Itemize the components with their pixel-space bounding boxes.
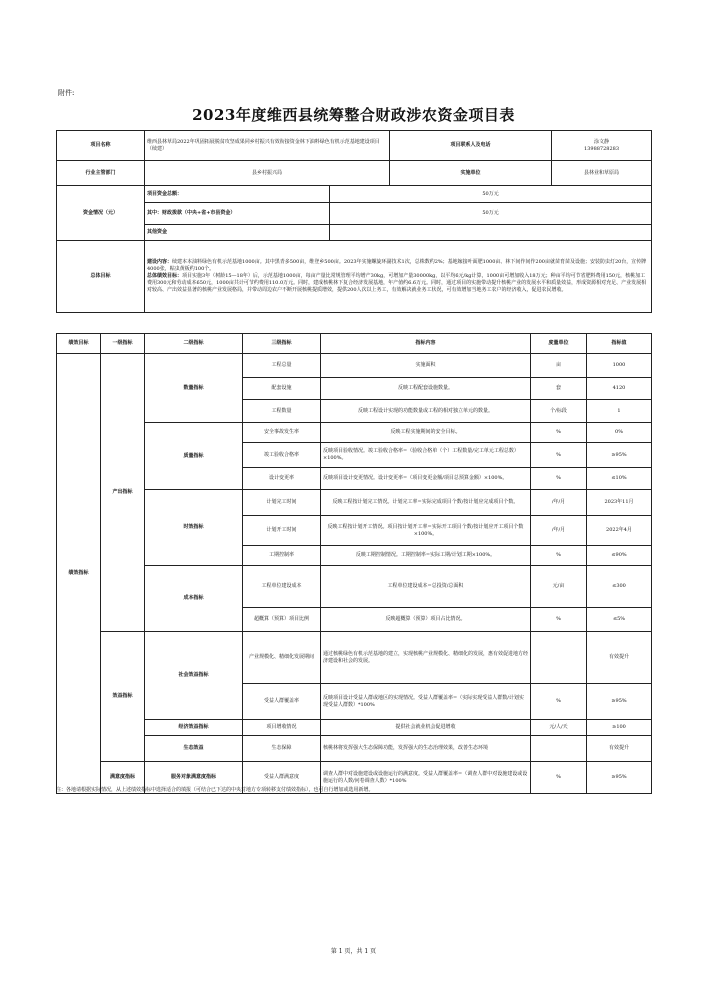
indicator-content: 反映项目验收情况。竣工验收合格率=（验收合格单（个）工程数量/完工单元工程总数）×100%。 bbox=[321, 443, 531, 468]
indicator-name: 生态保障 bbox=[243, 736, 321, 762]
indicator-content: 反映工程按计划开工情况。项目按计划开工率=实际开工项目个数/按计划应开工项目个数×100%。 bbox=[321, 516, 531, 546]
indicator-content: 反映工程按计划完工情况。计划完工率=实际完成项目个数/按计划应完成项目个数。 bbox=[321, 490, 531, 516]
indicator-content: 反映超概算（预算）项目占比情况。 bbox=[321, 608, 531, 632]
indicator-value: ≥100 bbox=[587, 720, 652, 736]
indicator-name: 配套设施 bbox=[243, 378, 321, 400]
indicator-content: 反映项目设计受益人群或地区的实现情况。受益人群覆盖率=（实际实现受益人群数/计划实现受益人群数）*100% bbox=[321, 684, 531, 720]
indicator-name: 工程总量 bbox=[243, 354, 321, 378]
indicator-unit bbox=[531, 736, 587, 762]
fiscal-funds-label: 其中：财政拨款（中央+省+市县资金） bbox=[145, 203, 330, 225]
indicator-unit: 亩 bbox=[531, 354, 587, 378]
lvl1-satisfaction: 满意度指标 bbox=[101, 762, 145, 794]
total-funds-label: 项目资金总额： bbox=[145, 186, 330, 203]
indicator-unit: % bbox=[531, 443, 587, 468]
indicator-value: ≥95% bbox=[587, 684, 652, 720]
project-info-table bbox=[56, 130, 652, 313]
indicator-name: 受益人群满意度 bbox=[243, 762, 321, 794]
contact-label: 项目联系人及电话 bbox=[390, 131, 552, 161]
indicator-name: 安全事故发生率 bbox=[243, 423, 321, 443]
indicator-unit: /年/月 bbox=[531, 516, 587, 546]
indicator-value: 1 bbox=[587, 400, 652, 423]
indicator-value: 有效提升 bbox=[587, 632, 652, 684]
indicator-name: 受益人群覆盖率 bbox=[243, 684, 321, 720]
perf-indicators-label: 绩效指标 bbox=[57, 354, 101, 794]
dept-label: 行业主管部门 bbox=[57, 161, 145, 186]
indicator-content: 反映工程设计实现的功能数量或工程的相对独立单元的数量。 bbox=[321, 400, 531, 423]
header-value: 指标值 bbox=[587, 334, 652, 354]
indicator-name: 竣工验收合格率 bbox=[243, 443, 321, 468]
indicator-content: 通过核桃绿色有机示范基地的建立，实现核桃产业规模化、精细化的发展，惠有效促进地方经济建设和社会的发展。 bbox=[321, 632, 531, 684]
dept-value: 县乡村振兴局 bbox=[145, 161, 390, 186]
indicator-content: 反映工程配套设施数量。 bbox=[321, 378, 531, 400]
performance-table bbox=[56, 333, 652, 794]
other-funds-value bbox=[330, 225, 652, 241]
lvl1-output: 产出指标 bbox=[101, 354, 145, 632]
indicator-value: 0% bbox=[587, 423, 652, 443]
impl-label: 实施单位 bbox=[390, 161, 552, 186]
indicator-name: 项目增收情况 bbox=[243, 720, 321, 736]
indicator-value: ≥95% bbox=[587, 762, 652, 794]
indicator-unit bbox=[531, 632, 587, 684]
indicator-content: 反映工期控制情况。工期控制率=实际工期/计划工期×100%。 bbox=[321, 546, 531, 566]
project-name-value: 维西县林草局2022年巩固拓展脱贫攻坚成果同乡村振兴有效衔接资金林下油料绿色有机示范基地建设项目（续建） bbox=[145, 131, 390, 161]
indicator-value: 有效提升 bbox=[587, 736, 652, 762]
indicator-value: 4120 bbox=[587, 378, 652, 400]
indicator-content: 工程单位建设成本=总投资/总面积 bbox=[321, 566, 531, 608]
header-perf-goal: 绩效目标 bbox=[57, 334, 101, 354]
indicator-unit: % bbox=[531, 684, 587, 720]
indicator-content: 调查人群中对设施建设或设施运行的满意度。受益人群覆盖率=（调查人群中对设施建设或设施运行的人数/问卷调查人数）*100% bbox=[321, 762, 531, 794]
indicator-name: 设计变更率 bbox=[243, 468, 321, 490]
indicator-value: ≤10% bbox=[587, 468, 652, 490]
header-level1: 一级指标 bbox=[101, 334, 145, 354]
indicator-name: 超概算（预算）项目比例 bbox=[243, 608, 321, 632]
perf-goal-label: 总体绩效目标： bbox=[147, 273, 183, 279]
lvl2-quality: 质量指标 bbox=[145, 423, 243, 490]
contact-phone: 13988728283 bbox=[584, 145, 620, 152]
indicator-content: 提供社会就业机会促进增收 bbox=[321, 720, 531, 736]
lvl2-quantity: 数量指标 bbox=[145, 354, 243, 423]
indicator-unit: % bbox=[531, 762, 587, 794]
indicator-unit: % bbox=[531, 468, 587, 490]
header-unit: 度量单位 bbox=[531, 334, 587, 354]
lvl2-economic: 经济效益指标 bbox=[145, 720, 243, 736]
page-footer: 第 1 页，共 1 页 bbox=[330, 948, 377, 955]
indicator-unit: % bbox=[531, 546, 587, 566]
indicator-unit: 元/人/天 bbox=[531, 720, 587, 736]
indicator-name: 产业规模化、精细化发展期间 bbox=[243, 632, 321, 684]
indicator-name: 工程单位建设成本 bbox=[243, 566, 321, 608]
funds-label: 资金情况（元） bbox=[57, 186, 145, 241]
indicator-value: ≤5% bbox=[587, 608, 652, 632]
indicator-value: 1000 bbox=[587, 354, 652, 378]
indicator-unit: % bbox=[531, 423, 587, 443]
indicator-value: ≤90% bbox=[587, 546, 652, 566]
lvl1-benefit: 效益指标 bbox=[101, 632, 145, 762]
total-funds-value: 50万元 bbox=[330, 186, 652, 203]
indicator-name: 计划完工时间 bbox=[243, 490, 321, 516]
footnote: 注：各地请根据实际情况，从上述绩效指标中选择适合的填报（可结合已下达的中央对地方专项转移支付绩效指标），也可自行增加或选用新增。 bbox=[56, 787, 374, 793]
lvl2-eco: 生态效益 bbox=[145, 736, 243, 762]
indicator-content: 实施面积 bbox=[321, 354, 531, 378]
indicator-name: 工程数量 bbox=[243, 400, 321, 423]
indicator-value: 2022年4月 bbox=[587, 516, 652, 546]
indicator-content: 反映工程实施期间的安全目标。 bbox=[321, 423, 531, 443]
lvl2-timeliness: 时效指标 bbox=[145, 490, 243, 566]
other-funds-label: 其他资金 bbox=[145, 225, 330, 241]
indicator-value: 2023年11月 bbox=[587, 490, 652, 516]
header-level2: 二级指标 bbox=[145, 334, 243, 354]
lvl2-social: 社会效益指标 bbox=[145, 632, 243, 720]
lvl2-service: 服务对象满意度指标 bbox=[145, 762, 243, 794]
lvl2-cost: 成本指标 bbox=[145, 566, 243, 632]
contact-value bbox=[552, 131, 652, 161]
build-content-label: 建设内容： bbox=[147, 259, 173, 265]
indicator-content: 核桃林将发挥强大生态保障功能，发挥强大的生态治理效果，改善生态环境 bbox=[321, 736, 531, 762]
header-level3: 三级指标 bbox=[243, 334, 321, 354]
overall-goal-label: 总体目标 bbox=[57, 241, 145, 313]
build-content-text: 续建本本油料绿色有机示范基地1000亩。其中黑青多500亩，维登乡500亩。2023年实施螺旋环副技术1次，总株数约2%；基地嫁接叶面肥1000亩、林下间作间作200亩就苗育苗及设施；安装防虫灯20台，宣传牌4000张，粘虫黄板约100个。 bbox=[147, 259, 647, 272]
indicator-value: ≥95% bbox=[587, 443, 652, 468]
indicator-value: ≤300 bbox=[587, 566, 652, 608]
perf-goal-text: 项目实施3年（树龄15—18年）后，示范基地1000亩，每亩产量比常规管理平均增产30kg，可增加产量30000kg，以平均6元/kg计算，1000亩可增加收入18万元；种亩平均可节省肥料费用150元，核桃加工费用300元和劳动成本650元，1000亩共计可节约费用110.0万元。同时，建成核桃林下复合经济发展基地，年产值约6.6万元。同时，通过项目的实施带动提升核桃产业的发展水平和质量效益，形成资源相对充足、产业发展相对较高、产出效益显著的核桃产业发展格局，并带动周边农户不断开展核桃提质增效，提供200人次以上务工，有效解决就业务工状况，可有效增加当地务工农户的经济收入，促进农民增收。 bbox=[147, 273, 647, 293]
impl-value: 县林业和草原局 bbox=[552, 161, 652, 186]
indicator-content: 反映项目设计变更情况。设计变更率=（项目变更金额/项目总预算金额）×100%。 bbox=[321, 468, 531, 490]
document-title: 2023年度维西县统筹整合财政涉农资金项目表 bbox=[192, 106, 515, 124]
attachment-label: 附件: bbox=[58, 89, 75, 97]
indicator-unit: % bbox=[531, 608, 587, 632]
indicator-unit: /年/月 bbox=[531, 490, 587, 516]
header-content: 指标内容 bbox=[321, 334, 531, 354]
contact-name: 涂文静 bbox=[594, 138, 610, 145]
indicator-name: 工期控制率 bbox=[243, 546, 321, 566]
indicator-name: 计划开工时间 bbox=[243, 516, 321, 546]
overall-goal-text bbox=[145, 241, 652, 313]
project-name-label: 项目名称 bbox=[57, 131, 145, 161]
indicator-unit: 元/亩 bbox=[531, 566, 587, 608]
fiscal-funds-value: 50万元 bbox=[330, 203, 652, 225]
indicator-unit: 套 bbox=[531, 378, 587, 400]
indicator-unit: 个/标段 bbox=[531, 400, 587, 423]
